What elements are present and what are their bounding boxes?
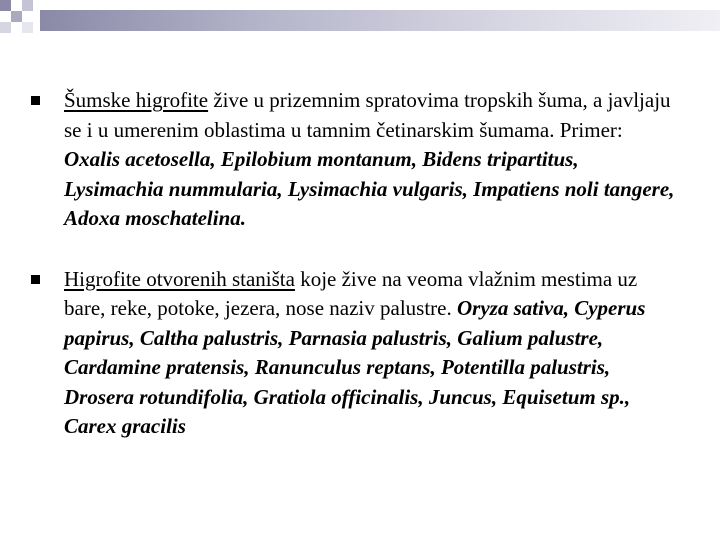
header-decoration-band: [40, 10, 720, 31]
square-bullet-icon: [31, 96, 40, 105]
square-bullet-icon: [31, 275, 40, 284]
bullet-item-forest-hygrophytes: [28, 86, 678, 234]
slide-body: [28, 86, 678, 442]
deco-square: [22, 0, 33, 11]
deco-square: [0, 0, 11, 11]
deco-square: [22, 22, 33, 33]
bullet-text: žive u prizemnim spratovima tropskih šuma, a javljaju se i u umerenim oblastima u tamnim četinarskim šumama. Primer:: [64, 88, 671, 142]
bullet-term: Higrofite otvorenih staništa: [64, 266, 295, 291]
bullet-item-open-habitat-hygrophytes: [28, 265, 678, 442]
deco-square: [0, 22, 11, 33]
bullet-term: Šumske higrofite: [64, 88, 209, 112]
species-list: Oryza sativa, Cyperus papirus, Caltha palustris, Parnasia palustris, Galium palustre, Cardamine pratensis, Ranunculus reptans, Potentilla palustris, Drosera rotundifolia, Gratiola officinalis, Juncus, Equisetum sp., Carex gracilis: [64, 296, 646, 438]
deco-square: [11, 11, 22, 22]
species-list: Oxalis acetosella, Epilobium montanum, Bidens tripartitus, Lysimachia nummularia, Lysimachia vulgaris, Impatiens noli tangere, Adoxa moschatelina.: [64, 147, 675, 230]
bullet-text: koje žive na veoma vlažnim mestima uz bare, reke, potoke, jezera, nose naziv palustre.: [64, 266, 638, 320]
